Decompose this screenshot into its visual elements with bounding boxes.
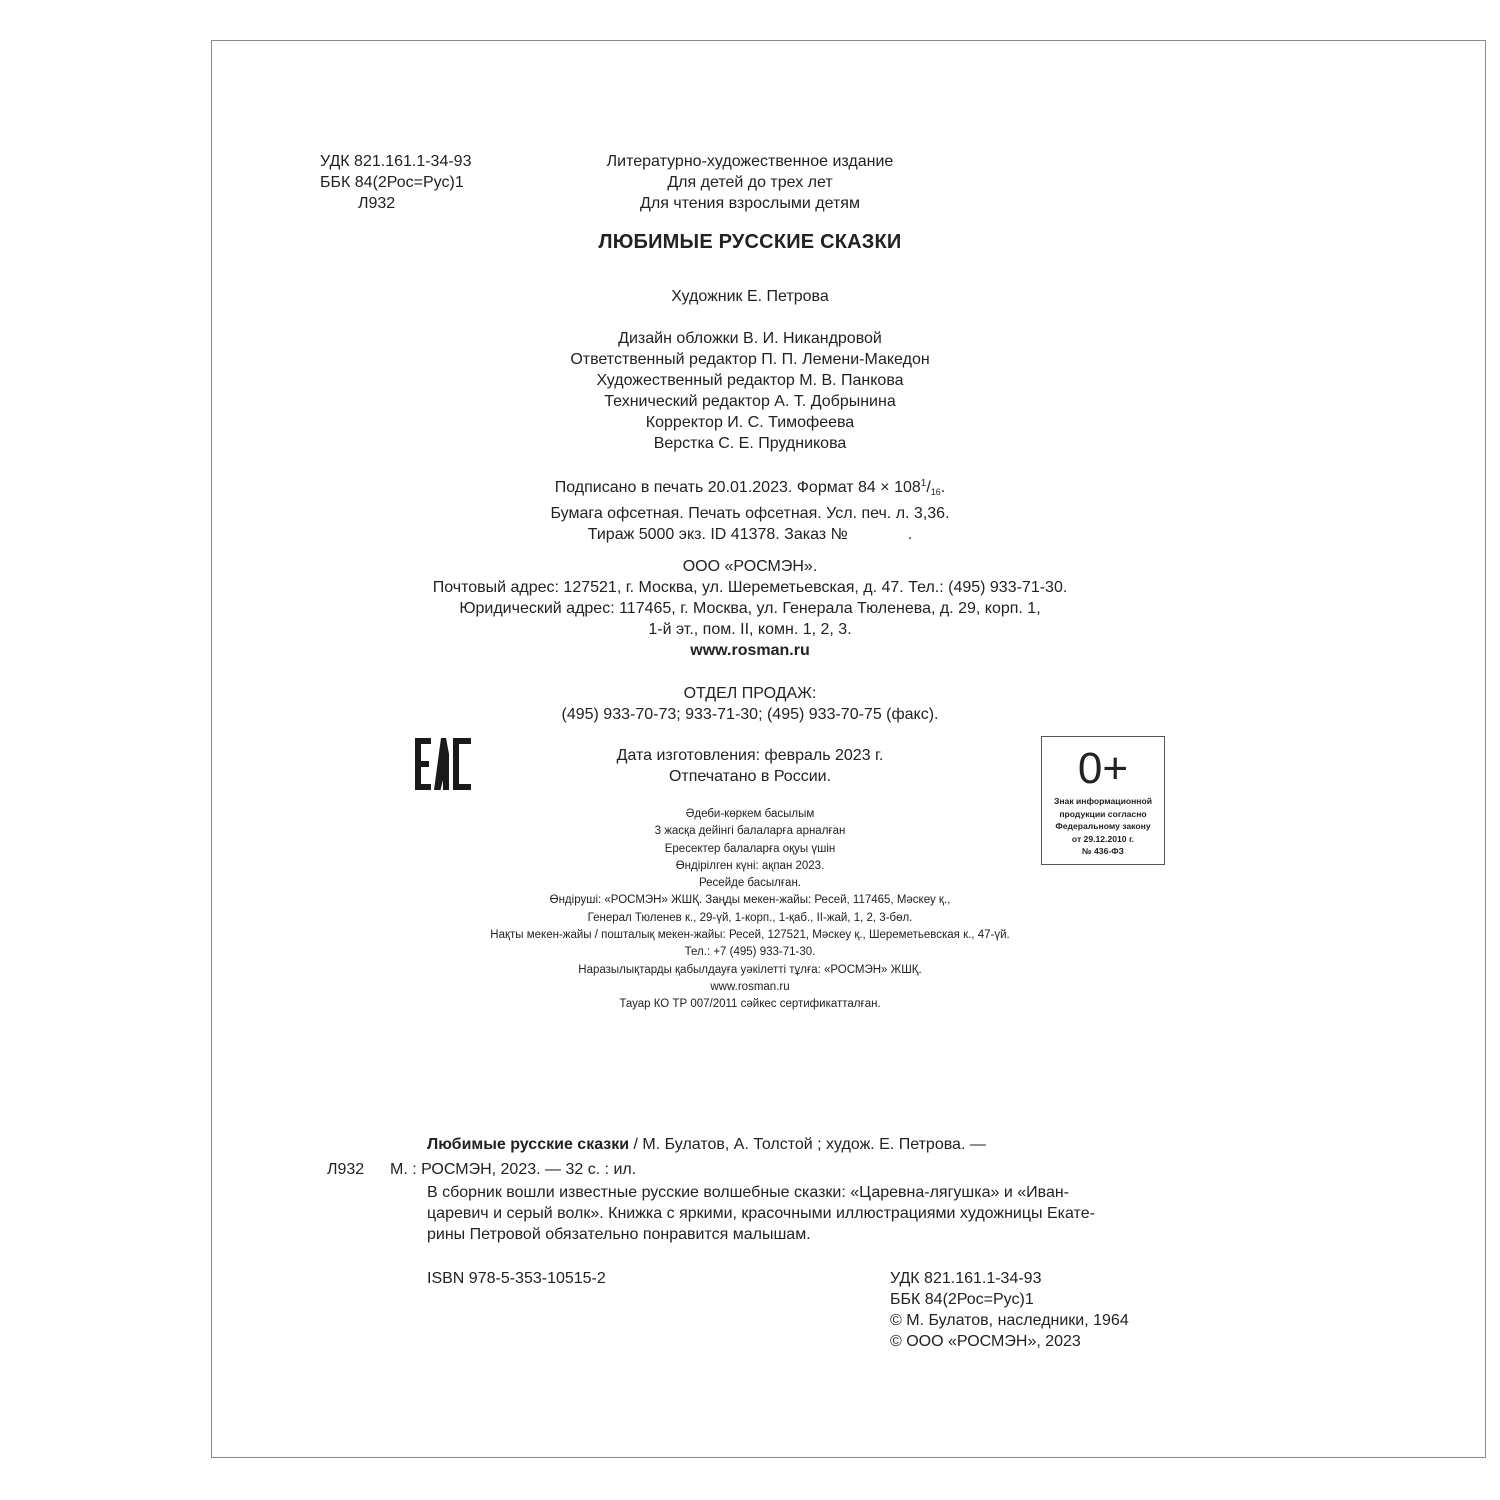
annotation-line: рины Петровой обязательно понравится малышам. [427,1226,811,1243]
credit-line: Корректор И. С. Тимофеева [645,414,855,431]
legal-address-2: 1-й эт., пом. II, комн. 1, 2, 3. [648,621,852,638]
author-mark: Л932 [358,195,396,212]
kazakh-line: Тел.: +7 (495) 933-71-30. [684,946,816,959]
manufacture-block [0,745,1500,787]
catalog-imprint: М. : РОСМЭН, 2023. — 32 с. : ил. [390,1161,637,1178]
catalog-authors: / М. Булатов, А. Толстой ; худож. Е. Петрова. — [629,1136,986,1153]
kazakh-info-block [0,806,1500,1014]
credit-line: Художественный редактор М. В. Панкова [596,372,904,389]
credit-line: Технический редактор А. Т. Добрынина [604,393,896,410]
age-audience: Для детей до трех лет [667,174,833,191]
credits-block [0,328,1500,454]
signed-text: Подписано в печать 20.01.2023. Формат 84 × 108 [554,479,921,496]
kazakh-line: www.rosman.ru [710,980,790,993]
kazakh-line: Өндіруші: «РОСМЭН» ЖШҚ. Заңды мекен-жайы: Ресей, 117465, Мәскеу қ., [549,894,951,907]
catalog-codes [890,1268,1129,1352]
postal-address: Почтовый адрес: 127521, г. Москва, ул. Шереметьевская, д. 47. Тел.: (495) 933-71-30. [432,579,1068,596]
credit-line: Верстка С. Е. Прудникова [653,435,847,452]
kazakh-line: 3 жасқа дейінгі балаларға арналған [654,825,846,838]
age-note-line: от 29.12.2010 г. [1071,833,1135,844]
format-end: . [940,479,946,496]
run-text: Тираж 5000 экз. ID 41378. Заказ № [587,526,848,543]
publisher-block [0,556,1500,661]
format-sup: 1 [920,478,927,489]
catalog-bbk: ББК 84(2Рос=Рус)1 [890,1291,1034,1308]
kazakh-line: Генерал Тюленев к., 29-үй, 1-корп., 1-қаб., II-жай, 1, 2, 3-бөл. [587,911,913,924]
edition-type-block [0,151,1500,214]
sales-heading: ОТДЕЛ ПРОДАЖ: [683,685,817,702]
legal-address: Юридический адрес: 117465, г. Москва, ул. Генерала Тюленева, д. 29, корп. 1, [459,600,1041,617]
age-rating-value: 0+ [1077,744,1129,793]
manufacture-date: Дата изготовления: февраль 2023 г. [616,747,884,764]
format-sub: 16 [930,487,941,497]
copyright-publisher: © ООО «РОСМЭН», 2023 [890,1333,1081,1350]
catalog-annotation [427,1182,1163,1245]
catalog-udk: УДК 821.161.1-34-93 [890,1270,1042,1287]
publisher-name: ООО «РОСМЭН». [682,558,818,575]
paper-line: Бумага офсетная. Печать офсетная. Усл. печ. л. 3,36. [550,505,950,522]
edition-type: Литературно-художественное издание [606,153,894,170]
print-info-block [0,473,1500,545]
catalog-book-title: Любимые русские сказки [427,1136,630,1153]
annotation-line: царевич и серый волк». Книжка с яркими, красочными иллюстрациями художницы Екате- [427,1205,1095,1222]
catalog-card-title-line [427,1134,1163,1155]
age-note-line: Знак информационной [1053,796,1153,806]
kazakh-line: Өндірілген күні: ақпан 2023. [675,859,825,872]
credit-line: Дизайн обложки В. И. Никандровой [618,330,882,347]
age-note-line: № 436-ФЗ [1082,846,1124,856]
website-link[interactable]: www.rosman.ru [690,642,810,659]
kazakh-line: Тауар КО ТР 007/2011 сәйкес сертификатталған. [619,998,881,1011]
signed-format-line [0,473,1500,503]
run-line [0,524,1500,545]
copyright-author: © М. Булатов, наследники, 1964 [890,1312,1129,1329]
kazakh-line: Ересектер балаларға оқуы үшін [664,842,836,855]
sales-phones: (495) 933-70-73; 933-71-30; (495) 933-70-75 (факс). [561,706,939,723]
udk-code: УДК 821.161.1-34-93 [320,153,472,170]
credit-line: Ответственный редактор П. П. Лемени-Македон [570,351,930,368]
age-note-line: продукции согласно [1059,808,1147,819]
printed-in: Отпечатано в России. [668,768,832,785]
kazakh-line: Ресейде басылған. [698,877,801,890]
illustrator-credit: Художник Е. Петрова [671,288,829,305]
isbn: ISBN 978-5-353-10515-2 [427,1270,606,1287]
bbk-code: ББК 84(2Рос=Рус)1 [320,174,464,191]
format-slash: / [926,479,931,496]
reading-note: Для чтения взрослыми детям [640,195,860,212]
catalog-mark: Л932 [327,1161,365,1178]
kazakh-line: Нақты мекен-жайы / пошталық мекен-жайы: Ресей, 127521, Мәскеу қ., Шереметьевская к., 47-үй. [490,929,1010,942]
kazakh-line: Наразылықтарды қабылдауға уәкілетті тұлға: «РОСМЭН» ЖШҚ. [578,963,922,976]
annotation-line: В сборник вошли известные русские волшебные сказки: «Царевна-лягушка» и «Иван- [427,1184,1069,1201]
run-end: . [907,526,913,543]
age-note-line: Федеральному закону [1055,821,1151,831]
book-title: ЛЮБИМЫЕ РУССКИЕ СКАЗКИ [598,231,902,253]
kazakh-line: Әдеби-көркем басылым [685,808,815,820]
sales-block [0,683,1500,725]
